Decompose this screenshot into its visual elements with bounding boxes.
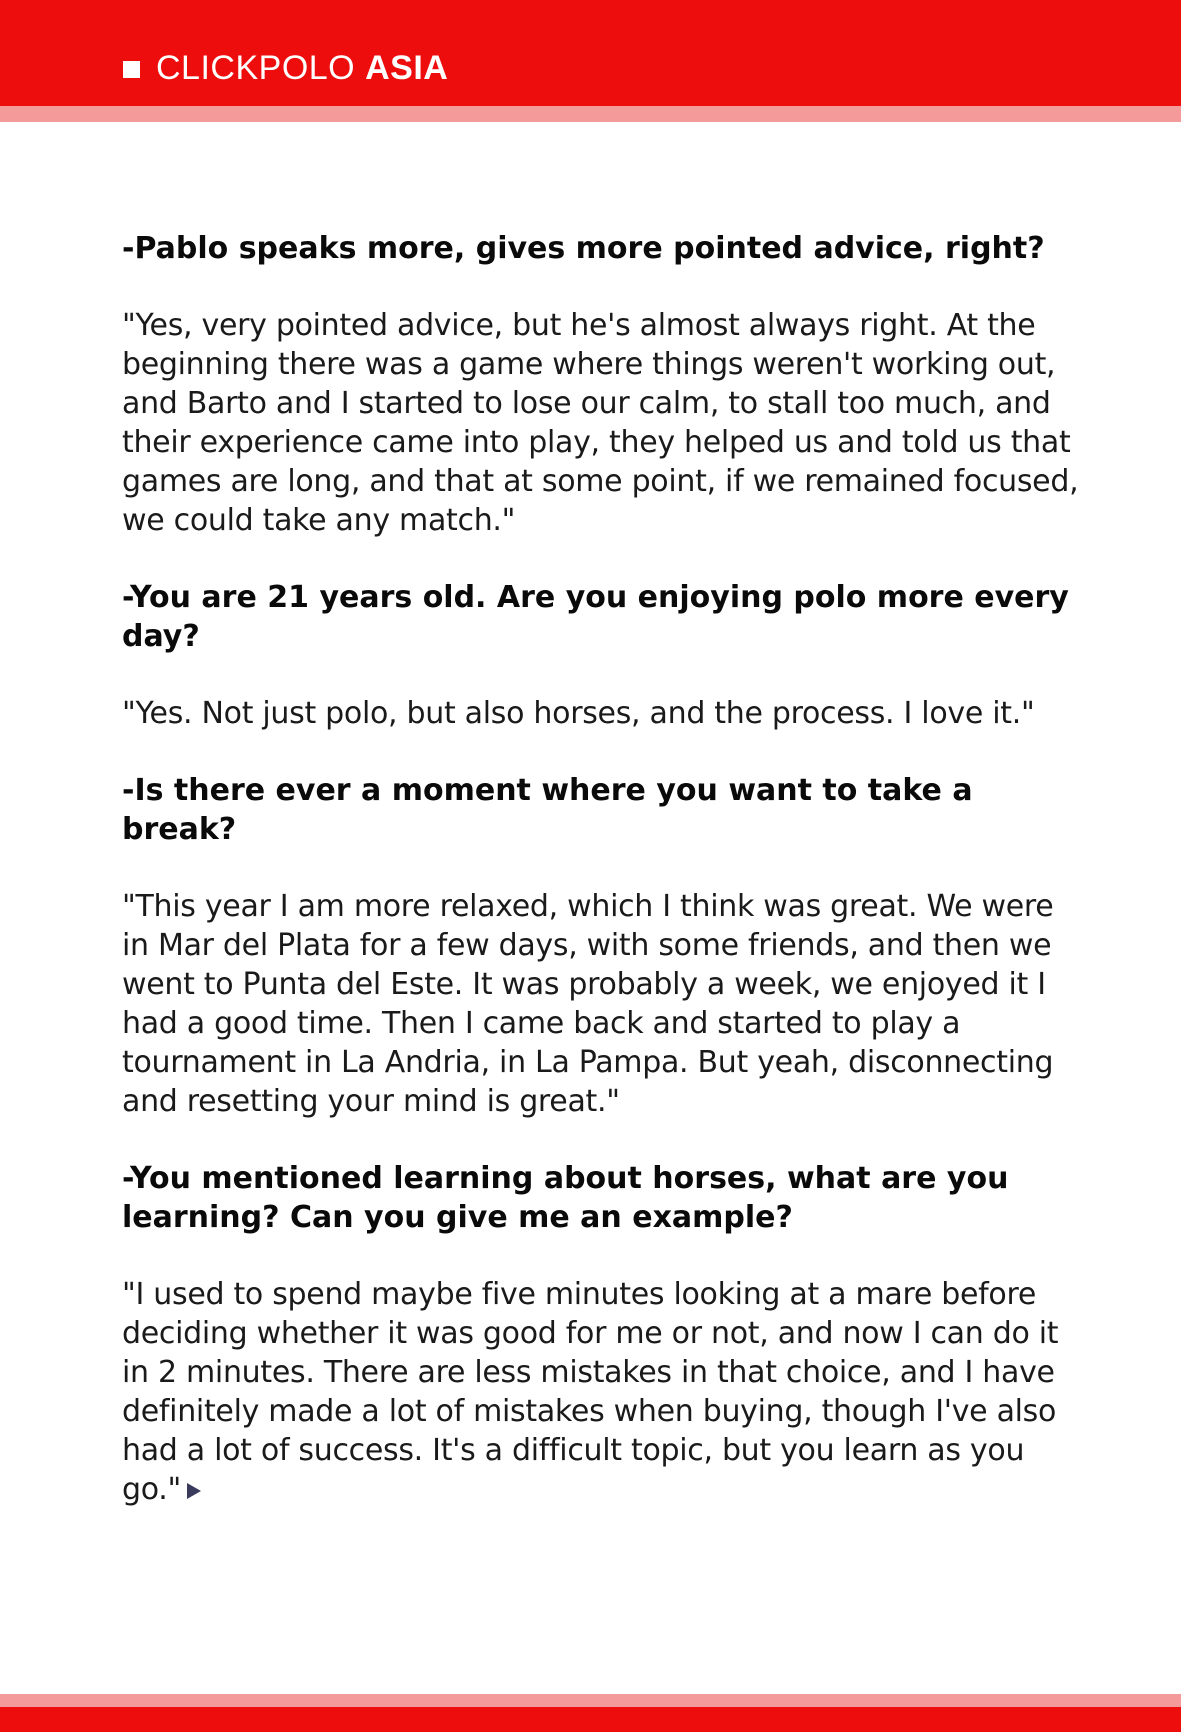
question-3: -Is there ever a moment where you want to take a break? [122,773,973,847]
article-body [122,229,1082,1547]
answer-4-text: "I used to spend maybe five minutes looking at a mare before deciding whether it was good for me or not, and now I can do it in 2 minutes. There are less mistakes in that choice, and I have definitely made a lot of mistakes when buying, though I've also had a lot of success. It's a difficult topic, but you learn as you go." [122,1277,1059,1507]
answer-1: "Yes, very pointed advice, but he's almost always right. At the beginning there was a game where things weren't working out, and Barto and I started to lose our calm, to stall too much, and their experience came into play, they helped us and told us that games are long, and that at some point, if we remained focused, we could take any match." [122,308,1079,538]
question-2: -You are 21 years old. Are you enjoying polo more every day? [122,580,1069,654]
brand-logo [123,48,448,88]
header-bar [0,0,1181,106]
brand-name: CLICKPOLO [156,49,356,87]
answer-3: "This year I am more relaxed, which I think was great. We were in Mar del Plata for a few days, with some friends, and then we went to Punta del Este. It was probably a week, we enjoyed it I had a good time. Then I came back and started to play a tournament in La Andria, in La Pampa. But yeah, disconnecting and resetting your mind is great." [122,889,1054,1119]
footer-stripe [0,1694,1181,1707]
header-stripe [0,106,1181,122]
triangle-right-icon [187,1483,201,1499]
answer-2: "Yes. Not just polo, but also horses, and the process. I love it." [122,696,1035,731]
brand-region: ASIA [365,49,449,87]
square-icon [123,61,140,78]
footer-bar [0,1707,1181,1732]
question-1: -Pablo speaks more, gives more pointed advice, right? [122,231,1045,266]
question-4: -You mentioned learning about horses, what are you learning? Can you give me an example? [122,1161,1009,1235]
answer-4 [122,1275,1082,1509]
